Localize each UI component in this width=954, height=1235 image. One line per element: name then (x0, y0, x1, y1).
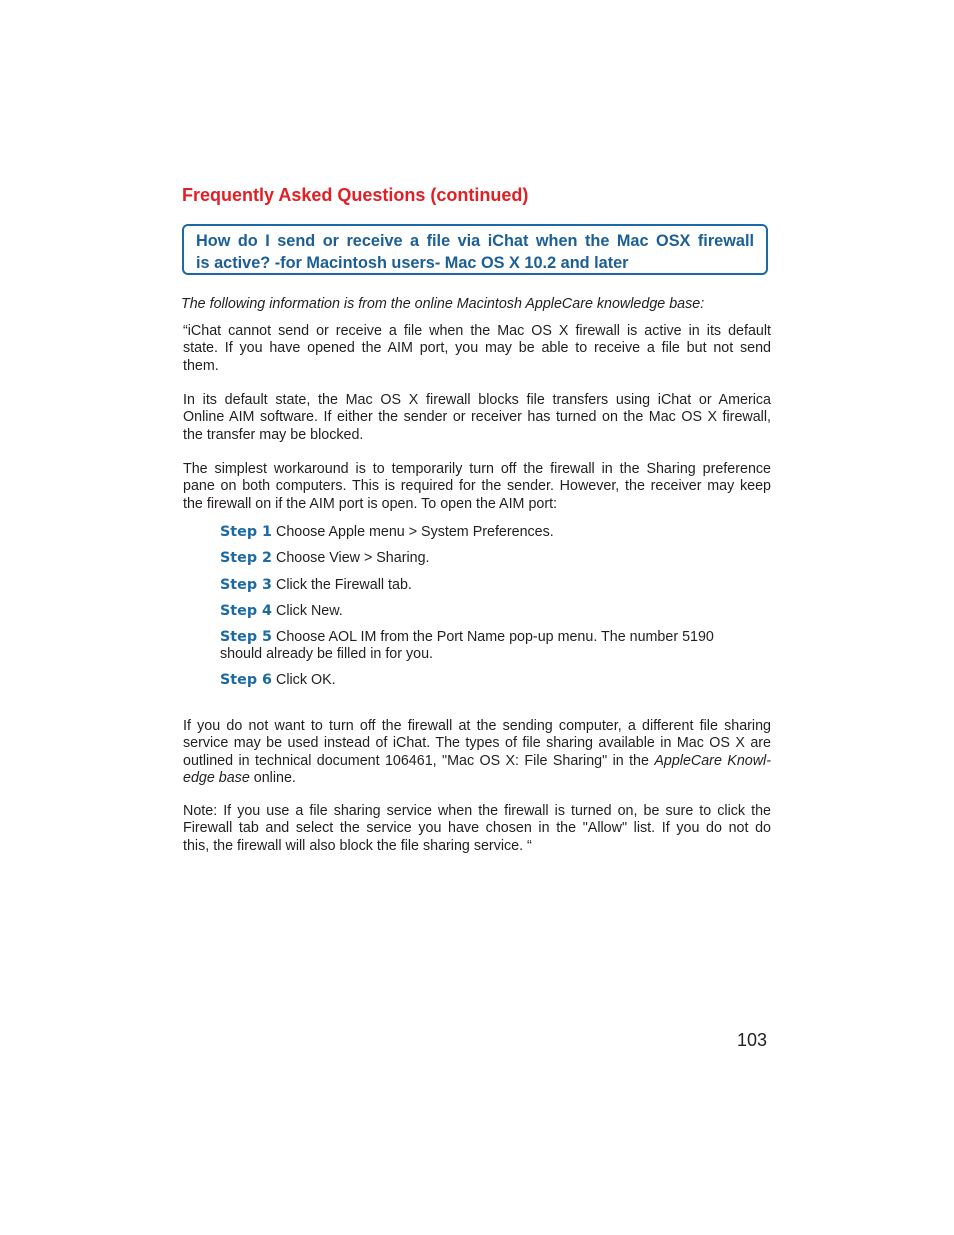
question-box (182, 224, 768, 275)
paragraph-2-line: Online AIM software. If either the sender or receiver has turned on the Mac OS X firewall, (183, 409, 771, 426)
paragraph-1-line: them. (183, 357, 219, 374)
step-text: Click New. (276, 603, 343, 619)
paragraph-5-line: this, the firewall will also block the file sharing service. “ (183, 837, 532, 854)
step-item (220, 550, 430, 567)
paragraph-5-line: Note: If you use a file sharing service when the firewall is turned on, be sure to click the (183, 803, 771, 819)
step-item (220, 629, 714, 664)
paragraph-4-italic: edge base (183, 769, 250, 786)
paragraph-2 (183, 392, 771, 444)
paragraph-2-line: In its default state, the Mac OS X firewall blocks file transfers using iChat or America (183, 392, 771, 408)
question-line-2: is active? -for Macintosh users- Mac OS X 10.2 and later (196, 254, 629, 272)
step-label: Step 3 (220, 577, 272, 593)
paragraph-3 (183, 461, 771, 513)
paragraph-4 (183, 718, 771, 787)
paragraph-4-line (183, 770, 771, 787)
step-label: Step 5 (220, 629, 272, 645)
step-text: Choose View > Sharing. (276, 550, 430, 566)
paragraph-3-line: pane on both computers. This is required for the sender. However, the receiver may keep (183, 478, 771, 495)
section-heading: Frequently Asked Questions (continued) (182, 185, 529, 205)
step-text: Click OK. (276, 672, 336, 688)
step-item (220, 672, 336, 689)
step-item (220, 603, 343, 620)
paragraph-4-italic: AppleCare Knowl- (654, 752, 771, 769)
intro-text: The following information is from the online Macintosh AppleCare knowledge base: (181, 296, 705, 312)
paragraph-4-line: If you do not want to turn off the firewall at the sending computer, a different file sharing (183, 718, 771, 734)
paragraph-1-line: state. If you have opened the AIM port, you may be able to receive a file but not send (183, 340, 771, 357)
step-item (220, 577, 412, 594)
paragraph-2-line: the transfer may be blocked. (183, 426, 364, 443)
step-text: Click the Firewall tab. (276, 577, 412, 593)
step-label: Step 1 (220, 524, 272, 540)
paragraph-1-line: “iChat cannot send or receive a file when the Mac OS X firewall is active in its default (183, 323, 771, 339)
question-line-1: How do I send or receive a file via iChat when the Mac OSX firewall (196, 232, 754, 250)
paragraph-4-text: online. (249, 769, 296, 786)
paragraph-5 (183, 803, 771, 855)
paragraph-4-line (183, 753, 771, 770)
paragraph-1 (183, 323, 771, 375)
step-text-continued: should already be filled in for you. (220, 646, 433, 663)
paragraph-5-line: Firewall tab and select the service you have chosen in the "Allow" list. If you do not do (183, 820, 771, 837)
page-number: 103 (737, 1030, 768, 1050)
step-label: Step 4 (220, 603, 272, 619)
paragraph-4-line: service may be used instead of iChat. The types of file sharing available in Mac OS X are (183, 735, 771, 752)
paragraph-4-text: outlined in technical document 106461, "Mac OS X: File Sharing" in the (183, 752, 655, 769)
step-item (220, 524, 554, 541)
paragraph-3-line: The simplest workaround is to temporarily turn off the firewall in the Sharing preference (183, 461, 771, 477)
step-text: Choose Apple menu > System Preferences. (276, 524, 554, 540)
step-text: Choose AOL IM from the Port Name pop-up menu. The number 5190 (276, 629, 714, 645)
paragraph-3-line: the firewall on if the AIM port is open. To open the AIM port: (183, 495, 558, 512)
step-label: Step 6 (220, 672, 272, 688)
step-label: Step 2 (220, 550, 272, 566)
